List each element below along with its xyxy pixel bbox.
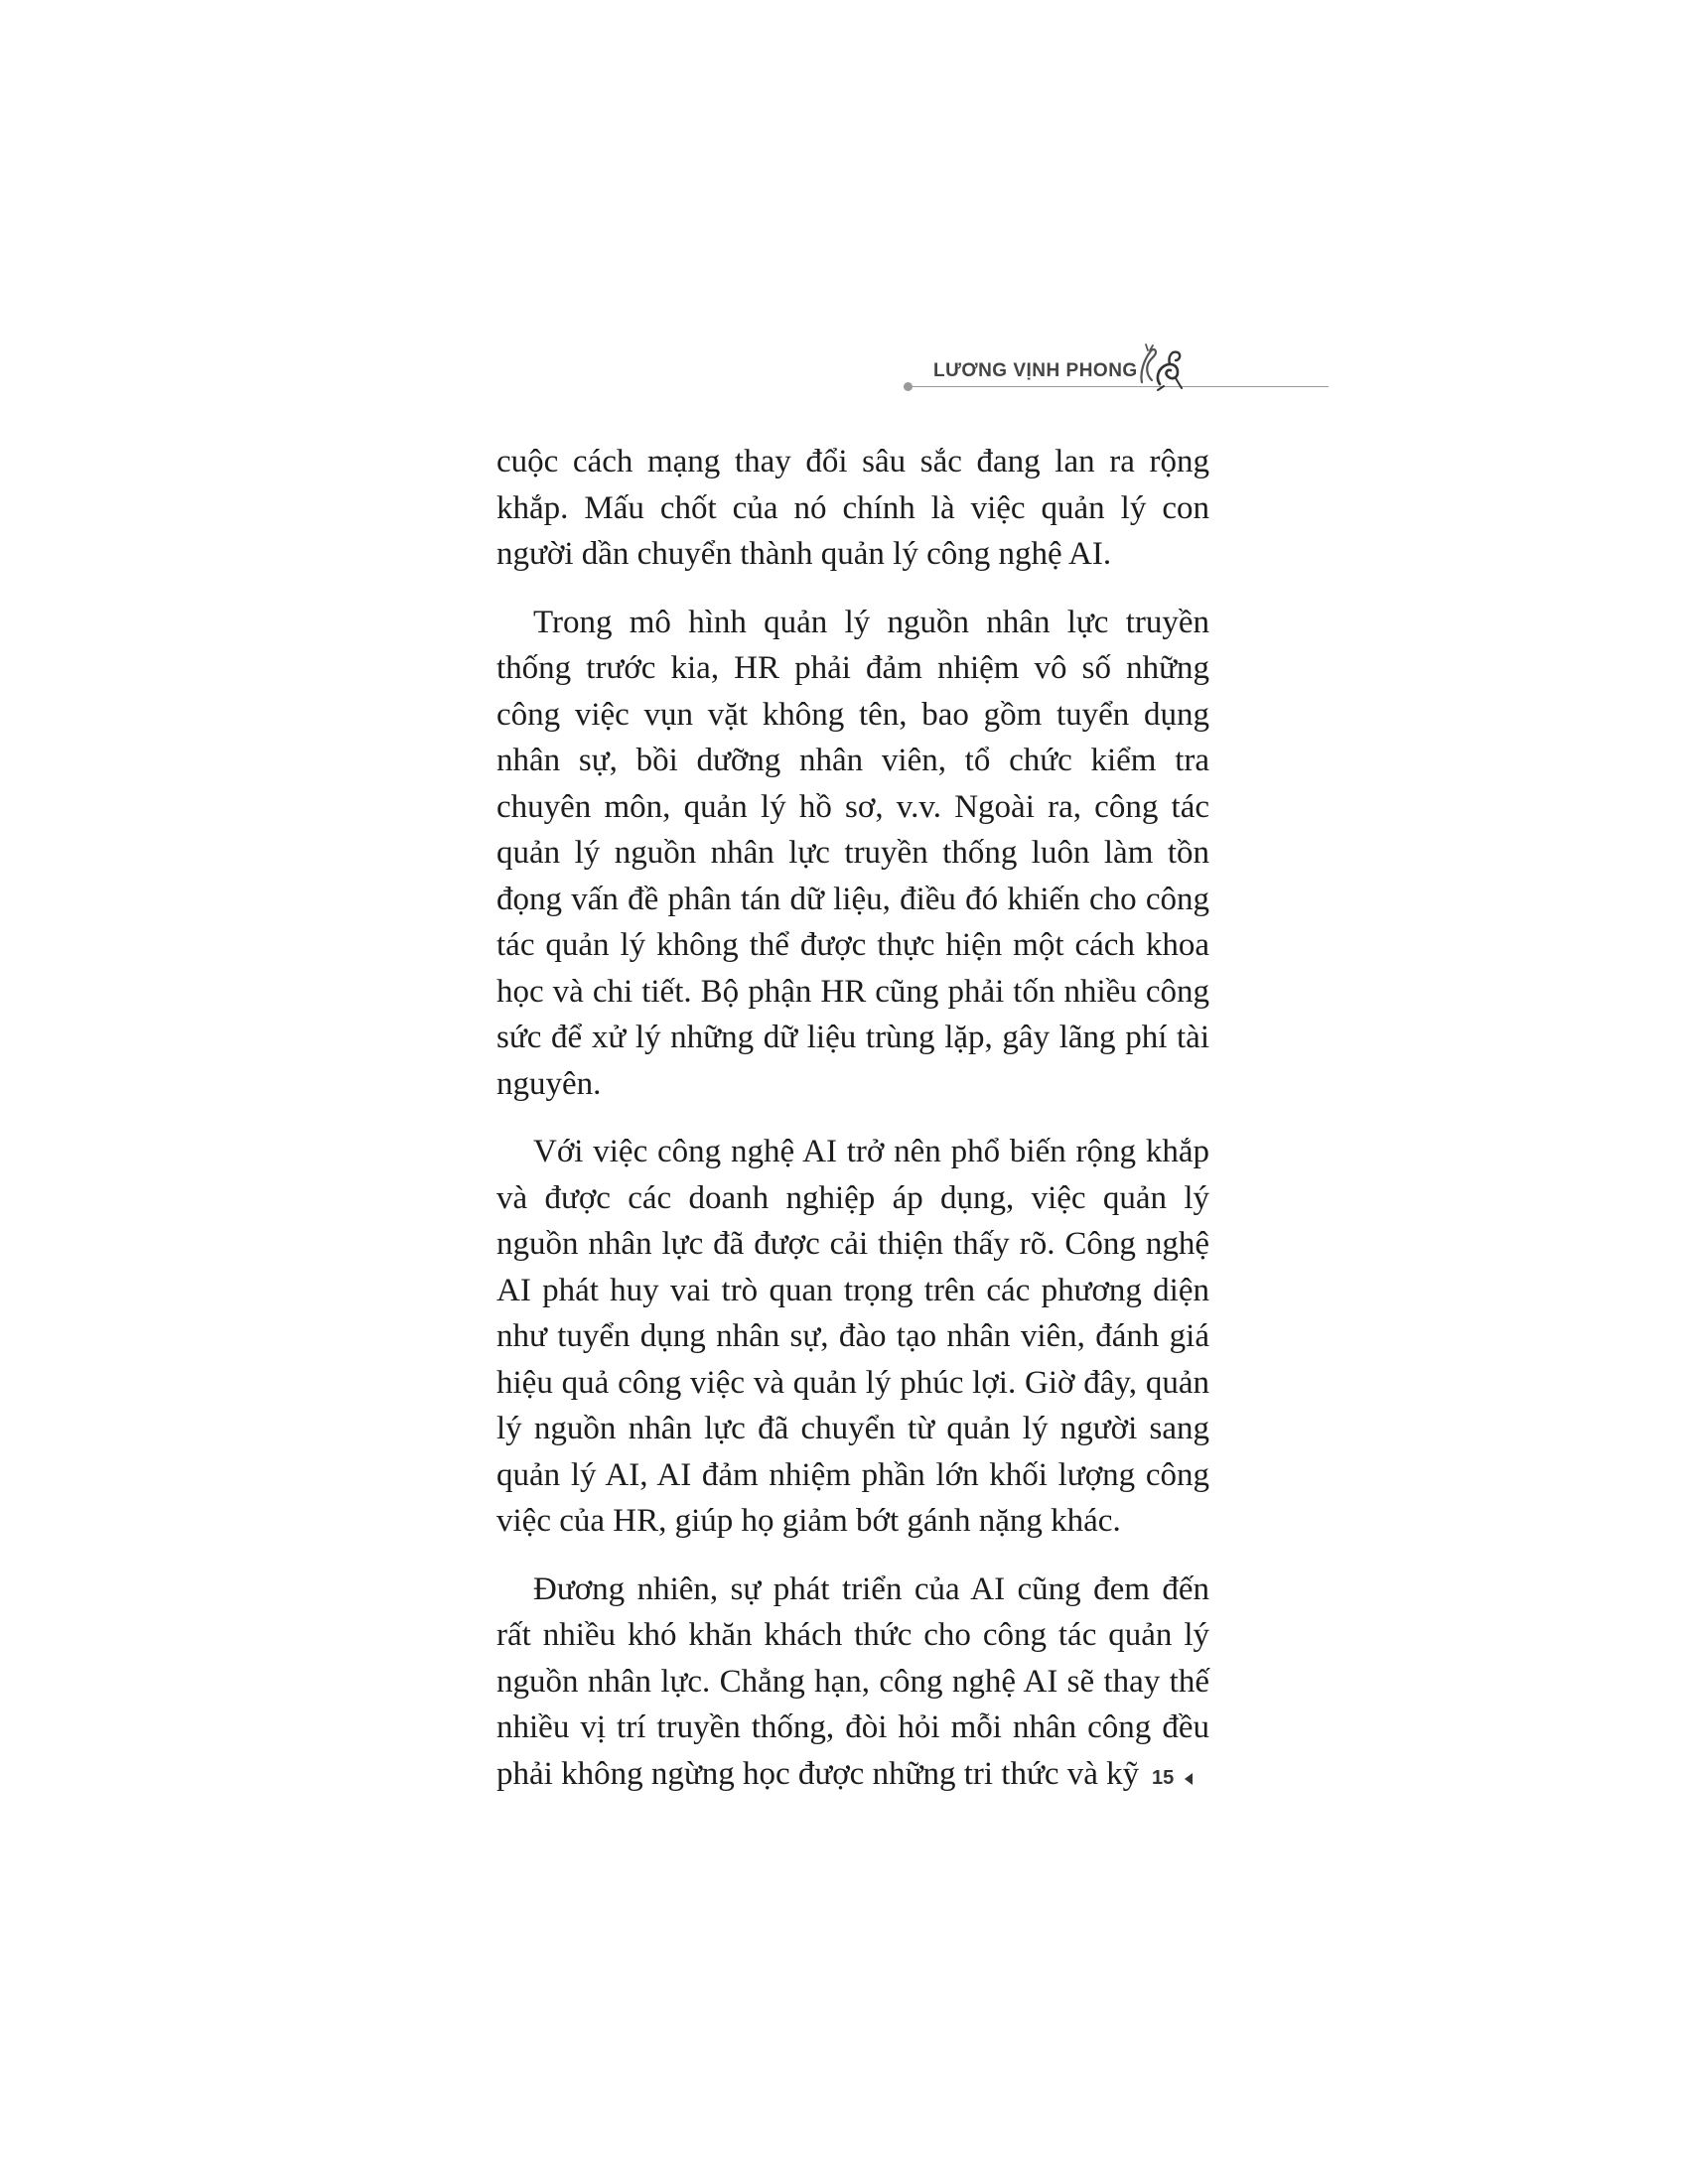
page-number: 15: [1152, 1767, 1175, 1789]
author-name: LƯƠNG VỊNH PHONG: [933, 360, 1138, 381]
running-header: [904, 342, 1340, 392]
paragraph-1: cuộc cách mạng thay đổi sâu sắc đang lan ra rộng khắp. Mấu chốt của nó chính là việc quản lý con người dần chuyển thành quản lý công nghệ AI.: [496, 444, 1209, 572]
paragraph-2: Trong mô hình quản lý nguồn nhân lực truyền thống trước kia, HR phải đảm nhiệm vô số những công việc vụn vặt không tên, bao gồm tuyển dụng nhân sự, bồi dưỡng nhân viên, tổ chức kiểm tra chuyên môn, quản lý hồ sơ, v.v. Ngoài ra, công tác quản lý nguồn nhân lực truyền thống luôn làm tồn đọng vấn đề phân tán dữ liệu, điều đó khiến cho công tác quản lý không thể được thực hiện một cách khoa học và chi tiết. Bộ phận HR cũng phải tốn nhiều công sức để xử lý những dữ liệu trùng lặp, gây lãng phí tài nguyên.: [496, 604, 1209, 1102]
body-text: [496, 439, 1209, 1819]
header-rule: [912, 386, 1329, 387]
scroll-ornament-icon: [1134, 342, 1190, 392]
page-footer: [1152, 1767, 1211, 1797]
triangle-left-icon: [1184, 1773, 1194, 1785]
paragraph-4: Đương nhiên, sự phát triển của AI cũng đem đến rất nhiều khó khăn khách thức cho công tác quản lý nguồn nhân lực. Chẳng hạn, công nghệ AI sẽ thay thế nhiều vị trí truyền thống, đòi hỏi mỗi nhân công đều phải không ngừng học được những tri thức và kỹ: [496, 1570, 1209, 1792]
paragraph-3: Với việc công nghệ AI trở nên phổ biến rộng khắp và được các doanh nghiệp áp dụng, việc quản lý nguồn nhân lực đã được cải thiện thấy rõ. Công nghệ AI phát huy vai trò quan trọng trên các phương diện như tuyển dụng nhân sự, đào tạo nhân viên, đánh giá hiệu quả công việc và quản lý phúc lợi. Giờ đây, quản lý nguồn nhân lực đã chuyển từ quản lý người sang quản lý AI, AI đảm nhiệm phần lớn khối lượng công việc của HR, giúp họ giảm bớt gánh nặng khác.: [496, 1134, 1209, 1539]
